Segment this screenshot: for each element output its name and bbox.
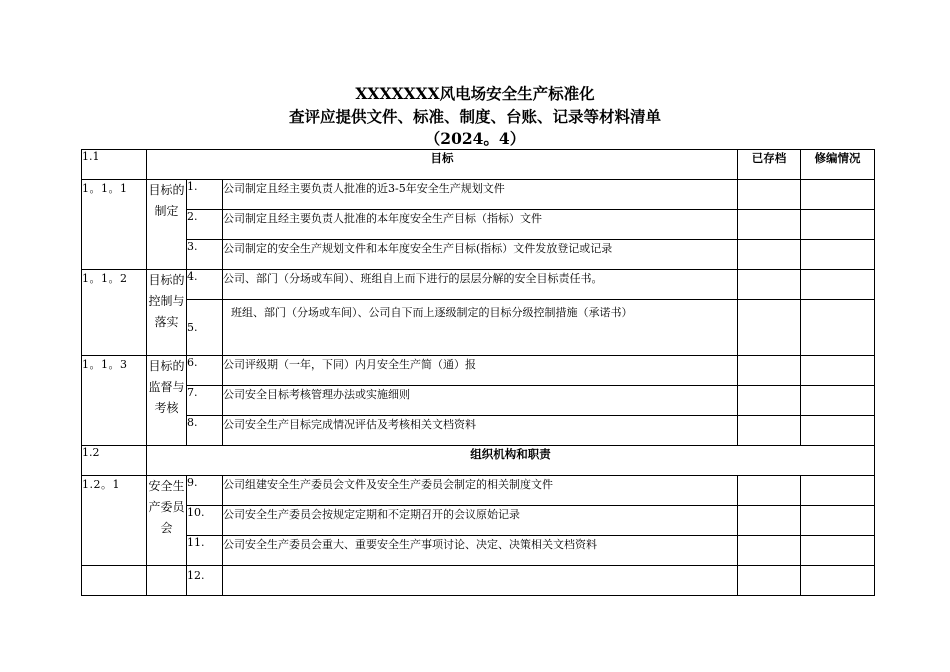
archived-cell[interactable] xyxy=(738,506,801,536)
item-text: 公司组建安全生产委员会文件及安全生产委员会制定的相关制度文件 xyxy=(223,476,738,506)
revision-cell[interactable] xyxy=(801,356,875,386)
header-revision: 修编情况 xyxy=(801,150,875,180)
table-row xyxy=(82,536,875,566)
revision-cell[interactable] xyxy=(801,536,875,566)
table-row xyxy=(82,416,875,446)
item-text xyxy=(223,566,738,596)
item-number: 6. xyxy=(187,356,223,386)
archived-cell[interactable] xyxy=(738,566,801,596)
archived-cell[interactable] xyxy=(738,270,801,300)
clause-category: 目标的监督与考核 xyxy=(147,356,187,446)
table-row xyxy=(82,210,875,240)
revision-cell[interactable] xyxy=(801,566,875,596)
clause-code: 1。1。3 xyxy=(82,356,147,446)
revision-cell[interactable] xyxy=(801,180,875,210)
item-text: 公司安全目标考核管理办法或实施细则 xyxy=(223,386,738,416)
item-text: 公司安全生产委员会重大、重要安全生产事项讨论、决定、决策相关文档资料 xyxy=(223,536,738,566)
section-id: 1.1 xyxy=(82,150,147,180)
item-number: 1. xyxy=(187,180,223,210)
revision-cell[interactable] xyxy=(801,506,875,536)
item-text: 公司安全生产目标完成情况评估及考核相关文档资料 xyxy=(223,416,738,446)
header-row xyxy=(82,150,875,180)
section-title: 组织机构和职责 xyxy=(147,446,875,476)
revision-cell[interactable] xyxy=(801,386,875,416)
item-number: 7. xyxy=(187,386,223,416)
item-number: 5. xyxy=(187,300,223,356)
header-archived: 已存档 xyxy=(738,150,801,180)
revision-cell[interactable] xyxy=(801,210,875,240)
item-number: 9. xyxy=(187,476,223,506)
archived-cell[interactable] xyxy=(738,386,801,416)
table-row xyxy=(82,566,875,596)
table-row xyxy=(82,300,875,356)
clause-code xyxy=(82,566,147,596)
item-number: 4. xyxy=(187,270,223,300)
checklist-table xyxy=(81,149,875,596)
clause-category: 目标的制定 xyxy=(147,180,187,270)
table-row xyxy=(82,476,875,506)
item-text: 公司安全生产委员会按规定定期和不定期召开的会议原始记录 xyxy=(223,506,738,536)
table-row xyxy=(82,506,875,536)
archived-cell[interactable] xyxy=(738,356,801,386)
table-row xyxy=(82,356,875,386)
archived-cell[interactable] xyxy=(738,416,801,446)
item-number: 10. xyxy=(187,506,223,536)
revision-cell[interactable] xyxy=(801,300,875,356)
item-text: 班组、部门（分场或车间）、公司自下而上逐级制定的目标分级控制措施（承诺书） xyxy=(223,300,738,356)
archived-cell[interactable] xyxy=(738,536,801,566)
revision-cell[interactable] xyxy=(801,240,875,270)
item-text: 公司制定且经主要负责人批准的本年度安全生产目标（指标）文件 xyxy=(223,210,738,240)
clause-code: 1。1。2 xyxy=(82,270,147,356)
table-row xyxy=(82,386,875,416)
archived-cell[interactable] xyxy=(738,300,801,356)
clause-category: 目标的控制与落实 xyxy=(147,270,187,356)
clause-code: 1。1。1 xyxy=(82,180,147,270)
document-subtitle: 查评应提供文件、标准、制度、台账、记录等材料清单 xyxy=(288,107,661,126)
archived-cell[interactable] xyxy=(738,476,801,506)
item-text: 公司制定的安全生产规划文件和本年度安全生产目标(指标）文件发放登记或记录 xyxy=(223,240,738,270)
document-date: （2024。4） xyxy=(424,129,526,148)
revision-cell[interactable] xyxy=(801,476,875,506)
clause-category xyxy=(147,566,187,596)
archived-cell[interactable] xyxy=(738,240,801,270)
revision-cell[interactable] xyxy=(801,416,875,446)
item-text: 公司制定且经主要负责人批准的近3-5年安全生产规划文件 xyxy=(223,180,738,210)
archived-cell[interactable] xyxy=(738,180,801,210)
item-number: 12. xyxy=(187,566,223,596)
table-row xyxy=(82,180,875,210)
header-target: 目标 xyxy=(147,150,738,180)
clause-code: 1.2。1 xyxy=(82,476,147,566)
item-text: 公司、部门（分场或车间）、班组自上而下进行的层层分解的安全目标责任书。 xyxy=(223,270,738,300)
table-row xyxy=(82,270,875,300)
section-header-row xyxy=(82,446,875,476)
item-number: 2. xyxy=(187,210,223,240)
document-title: XXXXXXX风电场安全生产标准化 xyxy=(355,84,595,103)
item-number: 11. xyxy=(187,536,223,566)
section-id: 1.2 xyxy=(82,446,147,476)
revision-cell[interactable] xyxy=(801,270,875,300)
item-number: 3. xyxy=(187,240,223,270)
clause-category: 安全生产委员会 xyxy=(147,476,187,566)
table-row xyxy=(82,240,875,270)
archived-cell[interactable] xyxy=(738,210,801,240)
item-number: 8. xyxy=(187,416,223,446)
item-text: 公司评级期（一年，下同）内月安全生产简（通）报 xyxy=(223,356,738,386)
